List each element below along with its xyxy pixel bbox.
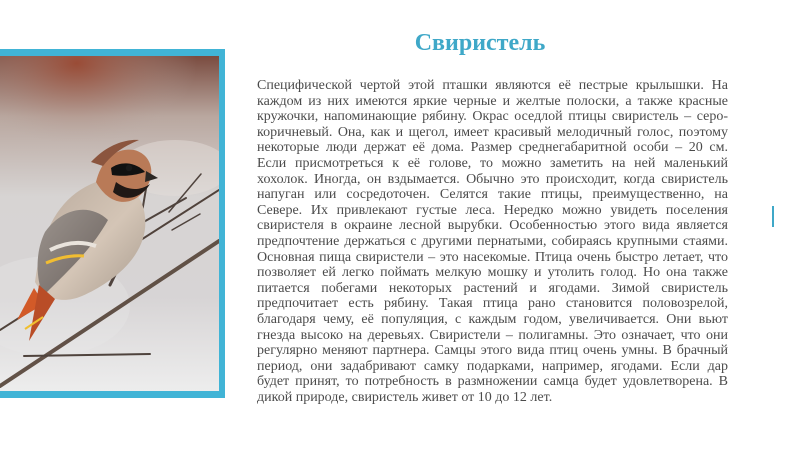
slide-title: Свиристель	[414, 30, 546, 56]
slide-body-text: Специфической чертой этой пташки являются её пестрые крылышки. На каждом из них имеются яркие черные и желтые полоски, а также красные кружочки, напоминающие рябину. Окрас оседлой птицы свиристель – серо-коричневый. Она, как и щегол, имеет красивый мелодичный голос, поэтому некоторые люди держат её дома. Размер среднегабаритной особи – 20 см. Если присмотреться к её голове, то можно заметить на ней маленький хохолок. Иногда, он вздымается. Обычно это происходит, когда свиристель напуган или сосредоточен. Селятся такие птицы, преимущественно, на Севере. Их привлекают густые леса. Нередко можно увидеть поселения свиристеля в окраине лесной вырубки. Особенностью этого вида является предпочтение держаться с другими пернатыми, собираясь крупными стаями. Основная пища свиристели – это насекомые. Птица очень быстро летает, что позволяет ей легко поймать мелкую мошку и утолить голод. Но она также питается побегами некоторых растений и ягодами. Зимой свиристель предпочитает есть рябину. Такая птица рано становится половозрелой, благодаря чему, её популяция, с каждым годом, увеличивается. Они вьют гнезда высоко на деревьях. Свиристели – полигамны. Это означает, что они регулярно меняют партнера. Самцы этого вида птиц очень умны. В брачный период, они задабривают самку подарками, например, ягодами. Если дар будет принят, то потребность в размножении самца будет удовлетворена. В дикой природе, свиристель живет от 10 до 12 лет.	[257, 78, 728, 405]
photo-frame	[0, 49, 225, 398]
slide-edge-marker	[772, 206, 774, 227]
waxwing-bird-photo	[0, 56, 219, 391]
